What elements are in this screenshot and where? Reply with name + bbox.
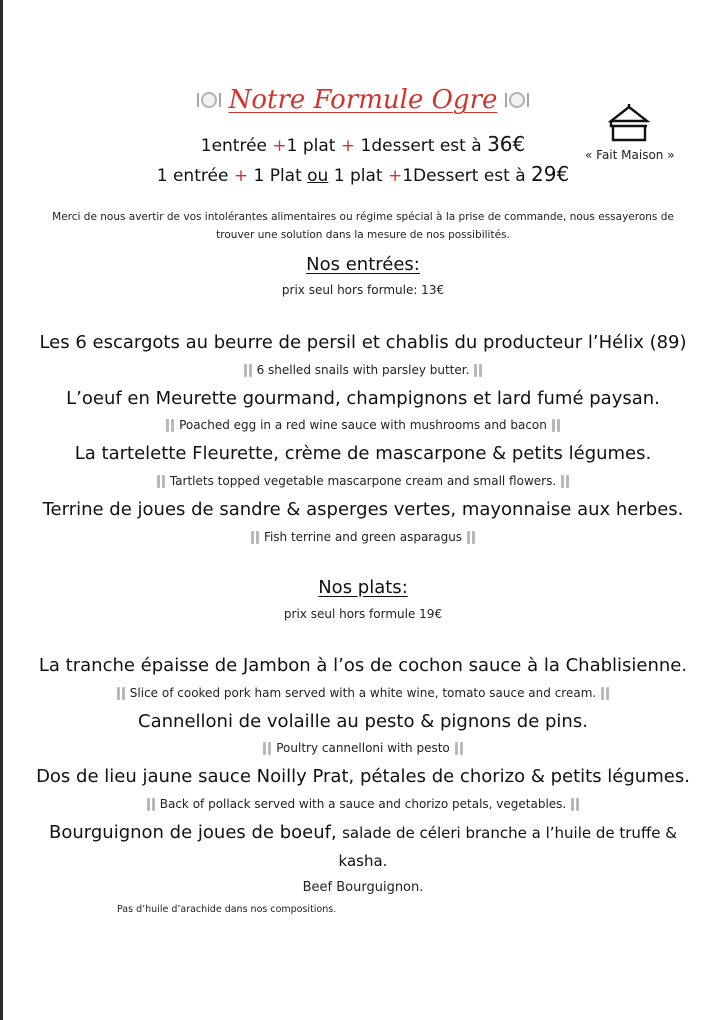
cutlery-icon bbox=[601, 687, 609, 700]
formula-or: ou bbox=[307, 166, 329, 186]
formula-price: 29€ bbox=[531, 162, 570, 186]
dish-name: Terrine de joues de sandre & asperges vertes, mayonnaise aux herbes. bbox=[42, 499, 684, 520]
dish-name: La tranche épaisse de Jambon à l’os de cochon sauce à la Chablisienne. bbox=[38, 655, 688, 676]
formula-line-2 bbox=[0, 162, 726, 186]
formula-text: 1 entrée bbox=[156, 166, 229, 186]
formula-price: 36€ bbox=[487, 132, 526, 156]
cutlery-icon bbox=[552, 419, 560, 432]
entrees-title: Nos entrées: bbox=[306, 254, 420, 275]
dish-translation bbox=[0, 418, 726, 432]
notice-line: Merci de nous avertir de vos intolérantes alimentaires ou régime spécial à la prise de commande, nous essayerons de bbox=[52, 211, 674, 223]
cutlery-icon bbox=[157, 475, 165, 488]
formula-text: 1 Plat bbox=[253, 166, 302, 186]
dish-translation-text: Back of pollack served with a sauce and chorizo petals, vegetables. bbox=[159, 797, 567, 811]
cutlery-icon bbox=[147, 798, 155, 811]
fait-maison-label: « Fait Maison » bbox=[585, 148, 675, 162]
cutlery-icon bbox=[561, 475, 569, 488]
dish-name: L’oeuf en Meurette gourmand, champignons et lard fumé paysan. bbox=[66, 388, 660, 409]
dish-name-continued: kasha. bbox=[338, 852, 388, 870]
plus-sign: + bbox=[387, 166, 403, 186]
page-title: Notre Formule Ogre bbox=[228, 85, 498, 115]
plate-cutlery-icon bbox=[197, 92, 221, 108]
dish-translation bbox=[0, 880, 726, 895]
dish-translation-text: Tartlets topped vegetable mascarpone cream and small flowers. bbox=[169, 474, 557, 488]
plus-sign: + bbox=[272, 136, 287, 156]
dish-translation-text: Slice of cooked pork ham served with a white wine, tomato sauce and cream. bbox=[129, 686, 597, 700]
formula-text: 1 plat bbox=[333, 166, 383, 186]
dish-translation-text: Beef Bourguignon. bbox=[302, 880, 424, 895]
dish-translation bbox=[0, 363, 726, 377]
entrees-subtitle: prix seul hors formule: 13€ bbox=[281, 283, 445, 297]
cutlery-icon bbox=[474, 364, 482, 377]
cutlery-icon bbox=[244, 364, 252, 377]
dish-translation bbox=[0, 530, 726, 544]
dish-name-main: Bourguignon de joues de boeuf, bbox=[49, 822, 337, 843]
allergy-notice bbox=[0, 208, 726, 244]
cutlery-icon bbox=[571, 798, 579, 811]
dish-name: La tartelette Fleurette, crème de mascarpone & petits légumes. bbox=[74, 443, 652, 464]
cutlery-icon bbox=[455, 742, 463, 755]
dish-name: Dos de lieu jaune sauce Noilly Prat, pétales de chorizo & petits légumes. bbox=[36, 766, 690, 787]
plus-sign: + bbox=[340, 136, 356, 156]
formula-text: 1 plat bbox=[286, 136, 336, 156]
cutlery-icon bbox=[251, 531, 259, 544]
cutlery-icon bbox=[117, 687, 125, 700]
plats-title: Nos plats: bbox=[318, 577, 408, 598]
dish-translation-text: Poultry cannelloni with pesto bbox=[276, 741, 450, 755]
cutlery-icon bbox=[166, 419, 174, 432]
dish-translation-text: Poached egg in a red wine sauce with mushrooms and bacon bbox=[179, 418, 547, 432]
formula-text: 1entrée bbox=[200, 136, 267, 156]
cutlery-icon bbox=[263, 742, 271, 755]
cutlery-icon bbox=[467, 531, 475, 544]
dish-name: Cannelloni de volaille au pesto & pignons de pins. bbox=[138, 711, 588, 732]
dish-translation-text: Fish terrine and green asparagus bbox=[263, 530, 463, 544]
house-icon bbox=[607, 104, 651, 144]
dish-name bbox=[0, 822, 726, 843]
notice-line: trouver une solution dans la mesure de nos possibilités. bbox=[216, 229, 510, 241]
plus-sign: + bbox=[233, 166, 249, 186]
dish-translation bbox=[0, 686, 726, 700]
dish-translation bbox=[0, 797, 726, 811]
formula-text: 1dessert est à bbox=[360, 136, 482, 156]
dish-name: Les 6 escargots au beurre de persil et chablis du producteur l’Hélix (89) bbox=[39, 332, 687, 353]
plats-subtitle: prix seul hors formule 19€ bbox=[283, 607, 443, 621]
plate-cutlery-icon bbox=[505, 92, 529, 108]
dish-translation-text: 6 shelled snails with parsley butter. bbox=[256, 363, 470, 377]
footnote: Pas d’huile d’arachide dans nos compositions. bbox=[117, 904, 337, 915]
formula-text: 1Dessert est à bbox=[402, 166, 526, 186]
dish-translation bbox=[0, 474, 726, 488]
dish-name-rest: salade de céleri branche a l’huile de truffe & bbox=[342, 824, 677, 842]
dish-translation bbox=[0, 741, 726, 755]
